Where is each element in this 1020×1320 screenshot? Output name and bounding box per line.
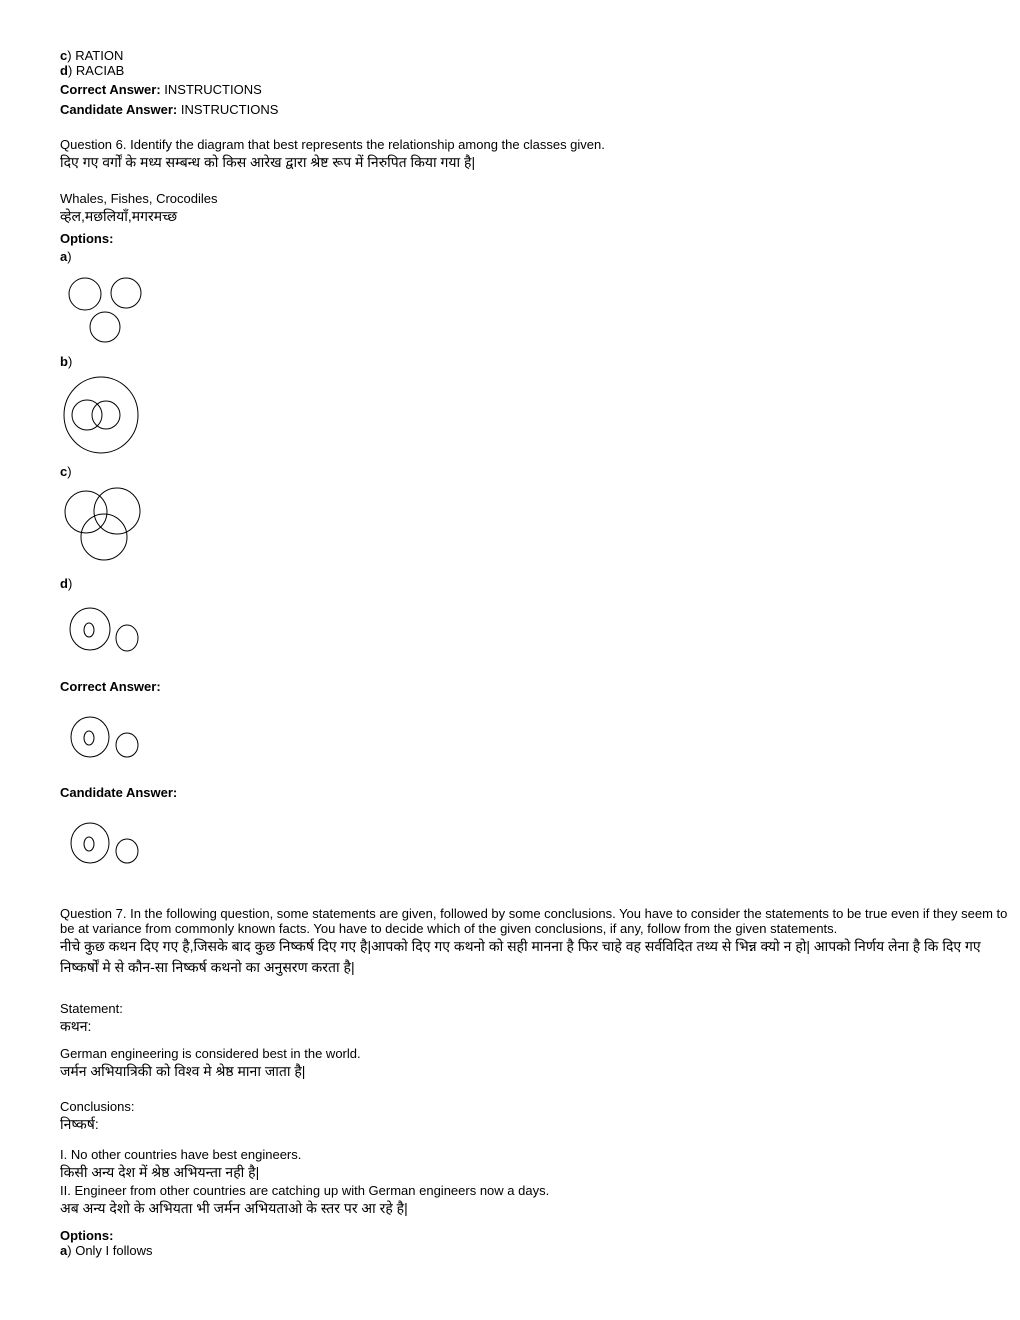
q7-conclusion1-en: I. No other countries have best engineers. [60,1147,302,1162]
q6-correct-answer-venn-diagram [60,710,980,765]
q7-title-en-line2: be at variance from commonly known facts. You have to decide which of the given conclusions, if any, follow from the given statements. [60,921,838,936]
q7-statement-en: German engineering is considered best in the world. [60,1046,361,1061]
q6-option-a-label [60,249,980,264]
prev-candidate-answer [60,102,980,117]
q7-option-a [60,1243,980,1258]
option-letter: a [60,1243,68,1258]
option-paren: ) [67,249,72,264]
q7-title-hi-line2: निष्कर्षों मे से कौन-सा निष्कर्ष कथनो का अनुसरण करता है| [60,959,355,975]
option-letter: b [60,354,68,369]
q6-option-d-venn-diagram [60,598,980,658]
q6-option-a-venn-diagram [63,274,980,346]
q6-option-d-label [60,576,980,591]
option-letter: a [60,249,68,264]
option-paren: ) [67,354,73,369]
q6-options-label: Options: [60,231,114,246]
option-letter: c [60,464,68,479]
q6-title-en: Question 6. Identify the diagram that best represents the relationship among the classes given. [60,137,605,152]
option-text: RATION [75,48,124,63]
option-paren: ) [67,63,73,78]
q6-title-hi: दिए गए वर्गों के मध्य सम्बन्ध को किस आरेख द्वारा श्रेष्ट रूप में निरुपित किया गया है| [60,154,476,170]
q7-statement-label-en: Statement: [60,1001,123,1016]
q6-option-c-label [60,464,980,479]
q6-option-b-venn-diagram [60,373,980,455]
q7-conclusions-label-hi: निष्कर्ष: [60,1116,99,1132]
candidate-answer-value: INSTRUCTIONS [180,102,279,117]
option-letter: d [60,63,68,78]
option-text: RACIAB [75,63,125,78]
q6-option-c-venn-diagram [60,485,980,567]
q7-conclusions-label-en: Conclusions: [60,1099,135,1114]
q6-classes-hi: व्हेल,मछलियाँ,मगरमच्छ [60,208,178,224]
option-letter: c [60,48,68,63]
q6-candidate-answer-venn-diagram [60,816,980,871]
q7-statement-label-hi: कथन: [60,1018,92,1034]
q7-conclusion1-hi: किसी अन्य देश में श्रेष्ठ अभियन्ता नही है| [60,1164,260,1180]
q7-options-label: Options: [60,1228,114,1243]
option-paren: ) [67,576,73,591]
option-paren: ) [67,1243,72,1258]
q7-title-en-line1: Question 7. In the following question, some statements are given, followed by some conclusions. You have to consider the statements to be true even if they seem to [60,906,1008,921]
prev-correct-answer [60,82,980,97]
prev-option-d [60,63,980,78]
option-text: Only I follows [75,1243,153,1258]
q7-statement-hi: जर्मन अभियात्रिकी को विश्व मे श्रेष्ठ माना जाता है| [60,1063,306,1079]
q6-option-b-label [60,354,980,369]
q6-classes-en: Whales, Fishes, Crocodiles [60,191,218,206]
correct-answer-value: INSTRUCTIONS [164,82,262,97]
q6-correct-answer-label: Correct Answer: [60,679,161,694]
q6-candidate-answer-label: Candidate Answer: [60,785,178,800]
candidate-answer-label: Candidate Answer: [60,102,178,117]
prev-option-c [60,48,980,63]
q7-conclusion2-hi: अब अन्य देशो के अभियता भी जर्मन अभियताओ के स्तर पर आ रहे है| [60,1200,408,1216]
option-paren: ) [67,48,72,63]
option-letter: d [60,576,68,591]
option-paren: ) [67,464,72,479]
q7-title-hi-line1: नीचे कुछ कथन दिए गए है,जिसके बाद कुछ निष्कर्ष दिए गए है|आपको दिए गए कथनो को सही मानना है फिर चाहे वह सर्वविदित तथ्य से भिन्न क्यो न हो| आपको निर्णय लेना है कि दिए गए [60,938,981,954]
correct-answer-label: Correct Answer: [60,82,161,97]
q7-conclusion2-en: II. Engineer from other countries are catching up with German engineers now a days. [60,1183,550,1198]
